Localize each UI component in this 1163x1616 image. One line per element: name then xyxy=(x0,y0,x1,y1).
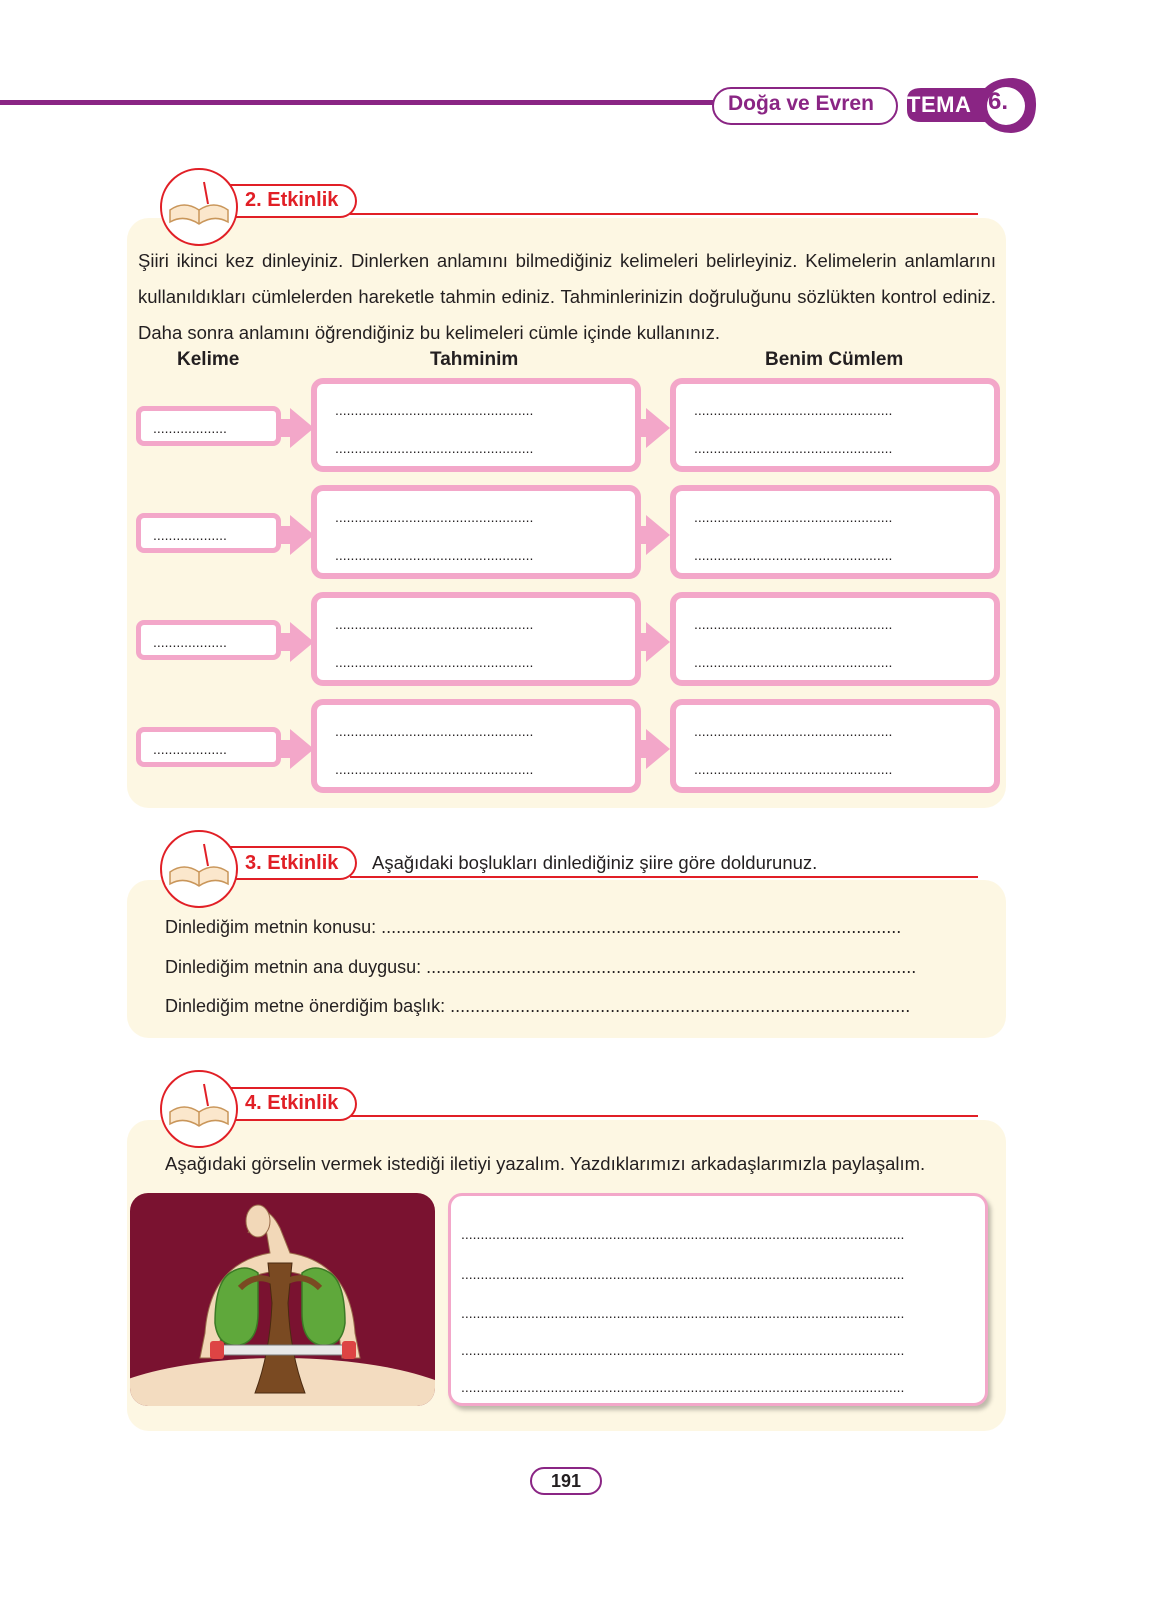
lungs-tree-saw-illustration xyxy=(130,1193,435,1406)
word-blank-1[interactable]: ................... xyxy=(136,406,281,446)
guess-box-3[interactable] xyxy=(311,592,641,686)
sentence-line[interactable]: ................................................... xyxy=(694,654,893,670)
word-blank-3[interactable]: ................... xyxy=(136,620,281,660)
main-emotion-line[interactable]: Dinlediğim metnin ana duygusu: .................................................................................................. xyxy=(165,957,917,977)
activity3-title: 3. Etkinlik xyxy=(245,852,339,874)
activity4-rule xyxy=(350,1115,978,1117)
sentence-box-2[interactable] xyxy=(670,485,1000,579)
guess-line[interactable]: ................................................... xyxy=(335,547,534,563)
row-arrow-icon xyxy=(646,408,670,448)
header-rule xyxy=(0,100,720,105)
sentence-box-3[interactable] xyxy=(670,592,1000,686)
guess-box-2[interactable] xyxy=(311,485,641,579)
row-arrow-icon xyxy=(646,622,670,662)
guess-line[interactable]: ................................................... xyxy=(335,402,534,418)
guess-box-4[interactable] xyxy=(311,699,641,793)
activity4-book-badge xyxy=(160,1070,238,1148)
guess-line[interactable]: ................................................... xyxy=(335,761,534,777)
activity4-title: 4. Etkinlik xyxy=(245,1092,339,1114)
answer-line[interactable]: .................................................................................................................. xyxy=(461,1342,905,1358)
activity2-book-badge xyxy=(160,168,238,246)
activity4-description: Aşağıdaki görselin vermek istediği iletiyi yazalım. Yazdıklarımızı arkadaşlarımızla paylaşalım. xyxy=(165,1153,926,1174)
row-arrow-icon xyxy=(646,515,670,555)
sentence-line[interactable]: ................................................... xyxy=(694,440,893,456)
answer-line[interactable]: .................................................................................................................. xyxy=(461,1226,905,1242)
sentence-line[interactable]: ................................................... xyxy=(694,616,893,632)
word-blank-4[interactable]: ................... xyxy=(136,727,281,767)
column-header-kelime: Kelime xyxy=(177,349,240,370)
sentence-box-1[interactable] xyxy=(670,378,1000,472)
sentence-line[interactable]: ................................................... xyxy=(694,402,893,418)
activity2-instructions: Şiiri ikinci kez dinleyiniz. Dinlerken anlamını bilmediğiniz kelimeleri belirleyiniz. Kelimelerin anlamlarını kullanıldıkları cümlelerden hareketle tahmin ediniz. Tahminlerinizin doğruluğunu sözlükten kontrol ediniz. Daha sonra anlamını öğrendiğiniz bu kelimeleri cümle içinde kullanınız. xyxy=(138,250,996,343)
guess-line[interactable]: ................................................... xyxy=(335,509,534,525)
tema-label: TEMA xyxy=(907,92,972,117)
guess-line[interactable]: ................................................... xyxy=(335,723,534,739)
answer-line[interactable]: .................................................................................................................. xyxy=(461,1266,905,1282)
activity2-title: 2. Etkinlik xyxy=(245,189,339,211)
lungs-tree-illustration-icon xyxy=(130,1193,435,1406)
answer-line[interactable]: .................................................................................................................. xyxy=(461,1305,905,1321)
column-header-tahminim: Tahminim xyxy=(430,349,519,370)
guess-box-1[interactable] xyxy=(311,378,641,472)
guess-line[interactable]: ................................................... xyxy=(335,440,534,456)
sentence-line[interactable]: ................................................... xyxy=(694,509,893,525)
open-book-icon xyxy=(162,170,236,244)
sentence-line[interactable]: ................................................... xyxy=(694,723,893,739)
sentence-box-4[interactable] xyxy=(670,699,1000,793)
activity3-rule xyxy=(350,876,978,878)
activity3-book-badge xyxy=(160,830,238,908)
activity3-description: Aşağıdaki boşlukları dinlediğiniz şiire göre doldurunuz. xyxy=(372,852,818,873)
suggested-title-line[interactable]: Dinlediğim metne önerdiğim başlık: ............................................................................................ xyxy=(165,996,911,1016)
sentence-line[interactable]: ................................................... xyxy=(694,761,893,777)
word-blank-2[interactable]: ................... xyxy=(136,513,281,553)
sentence-line[interactable]: ................................................... xyxy=(694,547,893,563)
open-book-icon xyxy=(162,832,236,906)
guess-line[interactable]: ................................................... xyxy=(335,654,534,670)
guess-line[interactable]: ................................................... xyxy=(335,616,534,632)
row-arrow-icon xyxy=(646,729,670,769)
activity2-rule xyxy=(350,213,978,215)
column-header-benim-cumlem: Benim Cümlem xyxy=(765,349,904,370)
message-answer-box[interactable] xyxy=(448,1193,988,1406)
tema-number: 6. xyxy=(988,88,1009,115)
theme-title: Doğa ve Evren xyxy=(728,92,874,115)
topic-line[interactable]: Dinlediğim metnin konusu: ........................................................................................................ xyxy=(165,917,902,937)
answer-line[interactable]: .................................................................................................................. xyxy=(461,1379,905,1395)
page-number: 191 xyxy=(530,1467,602,1495)
open-book-icon xyxy=(162,1072,236,1146)
